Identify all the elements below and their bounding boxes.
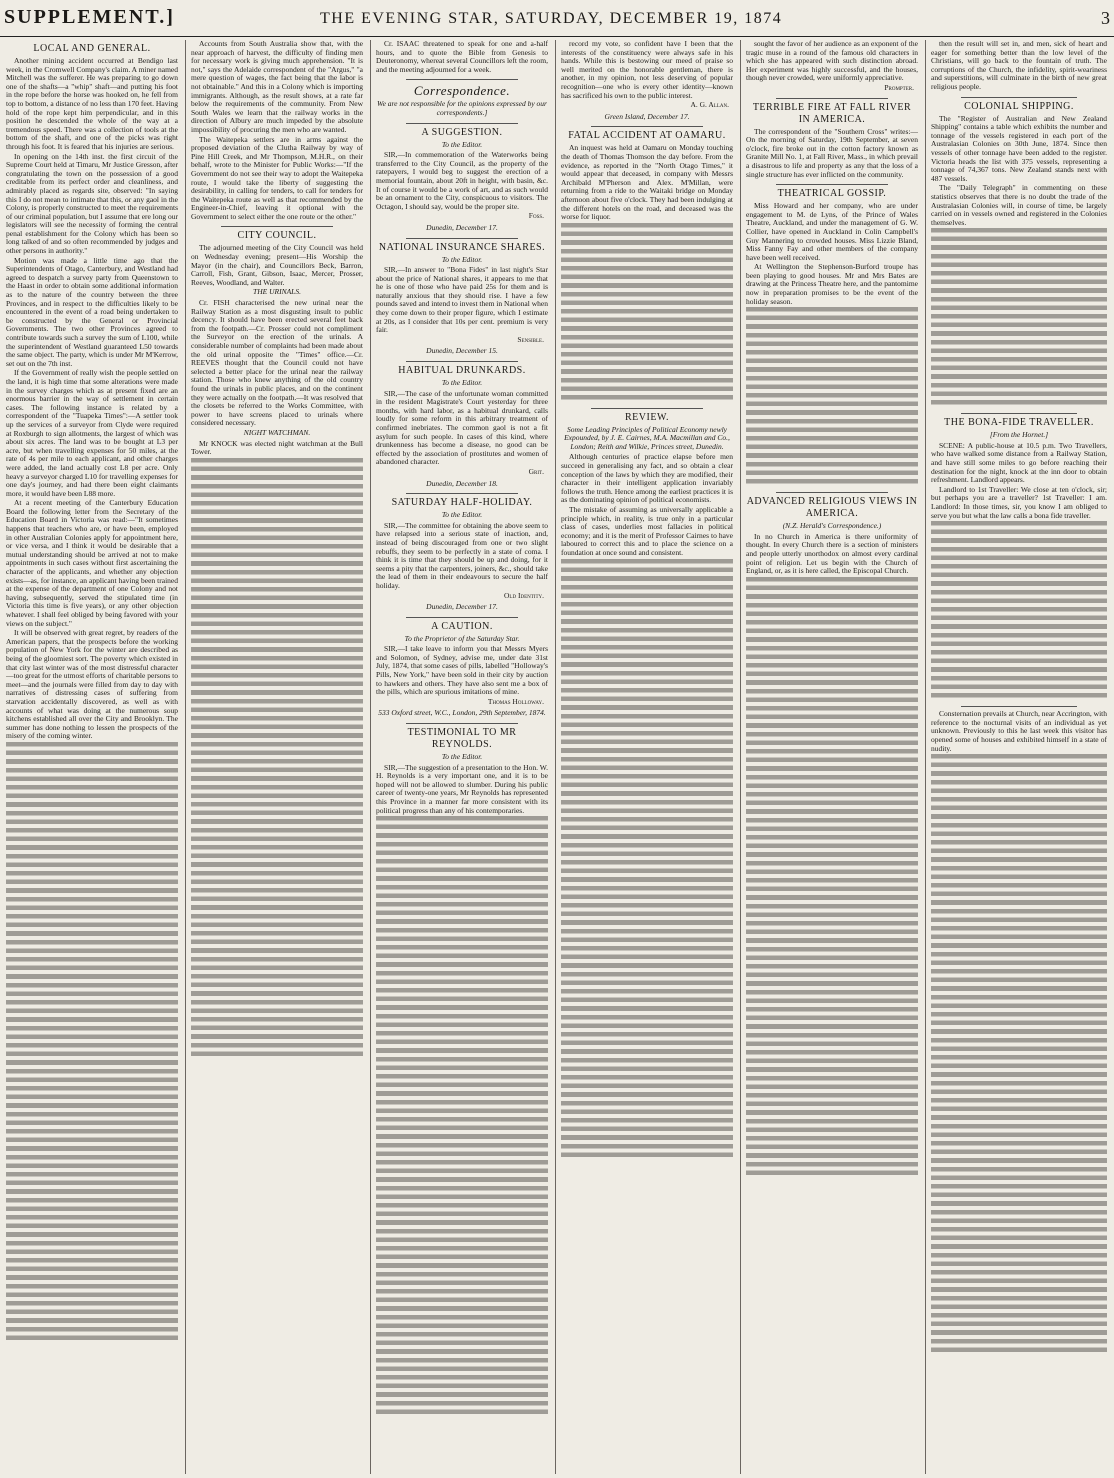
article-heading: CITY COUNCIL. [237, 230, 317, 242]
subheading: THE URINALS. [253, 287, 301, 297]
article-heading: FATAL ACCIDENT AT OAMARU. [568, 130, 726, 142]
article-paragraph: then the result will set in, and men, sick of heart and eager for something better than the low level of the Christians, will go back to the fountain of truth. The corruptions of the Church, the infidelity, spirit-weariness and superstitions, will culminate in the birth of new great religious people. [931, 40, 1107, 91]
newspaper-title: THE EVENING STAR, SATURDAY, DECEMBER 19, 1874 [320, 10, 783, 27]
column-5 [746, 40, 918, 1474]
divider [221, 226, 333, 227]
divider [406, 493, 518, 494]
letter-salutation: To the Editor. [441, 254, 483, 264]
article-heading: TERRIBLE FIRE AT FALL RIVER IN AMERICA. [752, 101, 912, 125]
article-paragraph: SCENE: A public-house at 10.5 p.m. Two Travellers, who have walked some distance from a Railway Station, and have still some miles to go before reaching their destination for the night, knock at the inn door to obtain refreshment. Landlord appears. [931, 440, 1107, 485]
letter-title: A SUGGESTION. [421, 126, 503, 138]
article-paragraph: In opening on the 14th inst. the first circuit of the Supreme Court held at Timaru, Mr Justice Gresson, after congratulating the town on the possession of a good creditable from its perfect order and cleanliness, and admirably placed as regards site, observed: "In saying this I do not mean to intimate that this, or any gaol in the Colony, is properly constructed to meet the requirements of our criminal population, but I assume that ere long our legislators will see the necessity of forming the central penal establishment for the Colony which has been so long talked of and so often recommended by judges and other persons in authority." [6, 151, 178, 256]
article-paragraph: The Waitepeka settlers are in arms against the proposed deviation of the Clutha Railway by way of Pine Hill Creek, and Mr Thompson, M.H.R., on their behalf, wrote to the Minister for Public Works:—"If the Government do not see their way to adopt the Waitepeka route, I would take the liberty of suggesting the desirability, in calling for tenders, to call for tenders for the Waitepeka route as well as that recommended by the Engineer-in-Chief, leaving it optional with the Government to select either the one route or the other." [191, 134, 363, 221]
text-lines [931, 754, 1107, 1354]
article-paragraph: If the Government of really wish the people settled on the land, it is high time that some alterations were made in the survey charges which as at present fixed are an enormous barrier in the way of settlement in certain cases. The following instance is related by a correspondent of the "Tuapeka Times":—A settler took up the services of a surveyor from Clyde were required at Roxburgh to sign allotments, the largest of which was about six acres. The land was to be bought at L3 per acre, but when travelling expenses for 50 miles, at the rate of 4s per mile to each applicant, and other charges were added, the land actually cost L8 per acre. Only heavy a surveyor charged L10 for travelling expenses for one day's journey, and had there been eight claimants more, it would have been L88 more. [6, 368, 178, 498]
article-paragraph: In no Church in America is there uniformity of thought. In every Church there is a section of ministers and people utterly unorthodox on almost every cardinal point of religion. Let us begin with the Church of England, or, as it is here called, the Episcopal Church. [746, 531, 918, 576]
article-paragraph: Cr. ISAAC threatened to speak for one and a-half hours, and to quote the Bible from Genesis to Deuteronomy, whereat several Councillors left the room, and the meeting adjourned for a week. [376, 40, 548, 74]
article-paragraph: Miss Howard and her company, who are under engagement to M. de Lyns, of the Prince of Wales Theatre, Auckland, and under the management of G. W. Collier, have opened in Auckland in Colin Campbell's Guy Mannering to crowded houses. Miss Lizzie Bland, Miss Fanny Fay and other members of the company have been well received. [746, 201, 918, 262]
subheading: (N.Z. Herald's Correspondence.) [782, 521, 882, 531]
subheading: [From the Hornet.] [989, 430, 1049, 440]
divider [406, 361, 518, 362]
article-paragraph: Motion was made a little time ago that the Superintendents of Otago, Canterbury, and Westland had agreed to despatch a survey party from Queenstown to the Haast in order to obtain some additional information as to the nature of the country between the three Provinces, and in respect to the difficulties likely to be encountered in the event of a road being undertaken to be constructed by the General or Provincial Governments. The two other Provinces agreed to contribute towards such a survey the sum of L100, while the superintendent of Westland guaranteed L50 towards the same object. The party, which is under Mr M'Kerrow, set out on the 7th inst. [6, 255, 178, 368]
article-paragraph: Mr KNOCK was elected night watchman at the Bull Tower. [191, 438, 363, 457]
divider [961, 413, 1077, 414]
divider [591, 408, 703, 409]
text-lines [931, 521, 1107, 701]
disclaimer: We are not responsible for the opinions expressed by our correspondents.] [377, 99, 547, 117]
letter-date: Green Island, December 17. [604, 111, 690, 121]
article-paragraph: The correspondent of the "Southern Cross" writes:—On the morning of Saturday, 19th September, at seven o'clock, fire broke out in the cotton factory known as Granite Mill No. 1, at Fall River, Mass., in which prevail a disastrous to life and property as any that the loss of a single structure has ever inflicted on the community. [746, 126, 918, 179]
column-rule [370, 40, 371, 1474]
text-lines [561, 223, 733, 403]
divider [406, 617, 518, 618]
article-heading: ADVANCED RELIGIOUS VIEWS IN AMERICA. [746, 496, 918, 520]
page-number: 3 [1101, 8, 1110, 28]
letter-body: record my vote, so confident have I been that the interests of the constituency were always safe in his hands. While this is bestowing our meed of praise so well merited on the honorable gentleman, there is another, in my opinion, not less deserving of popular recognition—one who is every other identity—known has sacrificed his own to the public interest. [561, 40, 733, 100]
article-paragraph: It will be observed with great regret, by readers of the American papers, that the prospects before the working population of New York for the winter are described as being of the gloomiest sort. The poverty which existed in that city last winter was of the most distressful character—too great for the utmost efforts of charitable persons to meet—and the journals were filled from day to day with narratives of distressing cases of suffering from starvation accidentally discovered, as well as with accounts of what was doing at the numerous soup kitchens established all over the City and Brooklyn. The summer has done nothing to lessen the prospects of the misery of the coming winter. [6, 628, 178, 741]
divider [776, 98, 888, 99]
section-heading: Correspondence. [413, 83, 511, 99]
column-1 [6, 40, 178, 1474]
letter-signature: A. G. Allan. [690, 100, 729, 110]
letter-salutation: To the Editor. [441, 378, 483, 388]
article-paragraph: Although centuries of practice elapse before men succeed in generalising any fact, and so obtain a clear conception of the laws by which they are modified, their character in their intelligent application invariably follows the truth. Hence among the earliest practices it is as the dominating opinion of political economists. [561, 452, 733, 505]
text-lines [746, 307, 918, 487]
divider [406, 123, 518, 124]
article-paragraph: Consternation prevails at Church, near Accrington, with reference to the nocturnal visits of an individual as yet unknown. Previously to this he last week this visitor has opened some of houses and exhibited himself in a state of nudity. [931, 709, 1107, 753]
letter-body: SIR,—In answer to "Bona Fides" in last night's Star about the price of National shares, it appears to me that he is one of those who have paid 25s for them and is naturally anxious that they should rise. I have a few pounds saved and intend to invest them in National when they come down to their proper figure, which I estimate at 20s, as I consider that 10s per cent. premium is very fair. [376, 265, 548, 335]
divider [961, 706, 1077, 707]
article-paragraph: An inquest was held at Oamaru on Monday touching the death of Thomas Thomson the day before. From the evidence, as reported in the "North Otago Times," it would appear that deceased, in company with Messrs Archibald M'Pherson and Alex. M'Millan, were returning from a ride to the Waitaki bridge on Monday afternoon about five o'clock. They had been indulging at the different hotels on the road, and deceased was the worse for liquor. [561, 143, 733, 222]
letter-salutation: To the Editor. [441, 139, 483, 149]
column-6 [931, 40, 1107, 1474]
article-paragraph: The mistake of assuming as universally applicable a principle which, in reality, is true only in a particular class of cases, underlies most fallacies in political economy; and it is the merit of Professor Cairnes to have laboured to correct this and to place the science on a foundation at once sound and consistent. [561, 505, 733, 557]
letter-salutation: To the Editor. [441, 752, 483, 762]
text-lines [6, 742, 178, 1342]
text-lines [376, 816, 548, 1416]
article-paragraph: Landlord to 1st Traveller: We close at ten o'clock, sir; but perhaps you are a traveller? 1st Traveller: I am. Landlord: In those times, sir, you know I am obliged to serve you but what the law calls a bona fide traveller. [931, 484, 1107, 520]
article-heading: REVIEW. [625, 411, 669, 423]
review-subtitle: Some Leading Principles of Political Economy newly Expounded, by J. E. Cairnes, M.A. Macmillan and Co., London; Reith and Wilkie, Princes street, Dunedin. [564, 424, 730, 451]
divider [776, 492, 888, 493]
letter-body: SIR,—I take leave to inform you that Messrs Myers and Solomon, of Sydney, advise me, under date 31st July, 1874, that some cases of pills, labelled "Holloway's Pills, New York," have been sold in their city by auction to hawkers and others. They have also sent me a box of the pills, which are spurious imitations of mine. [376, 644, 548, 697]
letter-salutation: To the Proprietor of the Saturday Star. [404, 633, 520, 643]
letter-date: Dunedin, December 17. [426, 222, 498, 232]
text-lines [561, 559, 733, 1159]
divider [406, 79, 518, 80]
article-paragraph: The adjourned meeting of the City Council was held on Wednesday evening; present—His Worship the Mayor (in the chair), and Councillors Beck, Barron, Carroll, Fish, Grant, Gibson, Isaac, Mercer, Prosser, Reeves, Woodland, and Walter. [191, 243, 363, 287]
text-lines [931, 228, 1107, 408]
article-heading: LOCAL AND GENERAL. [33, 43, 151, 54]
article-paragraph: The "Daily Telegraph" in commenting on these statistics observes that there is no doubt the trade of the Australasian Colonies will, in course of time, be largely carried on in vessels owned and registered in the Colonies themselves. [931, 183, 1107, 227]
subheading: NIGHT WATCHMAN. [243, 427, 311, 437]
divider [591, 126, 703, 127]
column-rule [555, 40, 556, 1474]
column-rule [740, 40, 741, 1474]
masthead [0, 0, 1114, 37]
column-4 [561, 40, 733, 1474]
letter-signature: Old Identity. [504, 590, 544, 600]
byline: Prompter. [884, 82, 914, 92]
column-2 [191, 40, 363, 1474]
column-3 [376, 40, 548, 1474]
article-paragraph: Another mining accident occurred at Bendigo last week, in the Cromwell Company's claim. A miner named Mitchell was the sufferer. He was preparing to go down one of the shafts—a "whip" shaft—and putting his foot in the rope before the horse was hooked on, he fell from top to bottom, a distance of no less than 170 feet. Having hold of the rope kept him perpendicular, and in this position he descended the whole of the way at a tremendous speed. There was a collection of tools at the bottom of the shaft, and one of the picks was right through his foot. It is feared that his injuries are serious. [6, 56, 178, 151]
letter-title: HABITUAL DRUNKARDS. [398, 365, 526, 377]
letter-date: Dunedin, December 17. [426, 602, 498, 612]
letter-body: SIR,—In commemoration of the Waterworks being transferred to the City Council, as the property of the ratepayers, I would beg to suggest the erection of a memorial fountain, about 20ft in height, with basin, &c. It of course it would be a work of art, and as such would be an ornament to the City, conspicuous to visitors. The Octagon, I should say, would be the proper site. [376, 150, 548, 211]
article-heading: THE BONA-FIDE TRAVELLER. [944, 417, 1094, 429]
divider [776, 184, 888, 185]
supplement-label: SUPPLEMENT.] [4, 6, 175, 28]
article-paragraph: At a recent meeting of the Canterbury Education Board the following letter from the Secretary of the Education Board in Victoria was read:—"It sometimes happens that teachers who are, or have been, employed in other Australian Colonies apply for appointment here, or vice versa, and I think it would be desirable that a mutual understanding should be arrived at not to make appointments in such cases without first ascertaining the character of the applicants, and whether any objection exists—as, for instance, an applicant having been trained at the expense of the department of one Colony and not having, subsequently, served the stipulated time (in Victoria this time is five years), or any other objection whatever. I shall feel obliged by being favored with your views on the subject." [6, 498, 178, 628]
letter-signature: Sensible. [517, 334, 544, 344]
text-lines [746, 577, 918, 1177]
text-lines [191, 458, 363, 1058]
letter-salutation: To the Editor. [441, 510, 483, 520]
divider [406, 238, 518, 239]
article-paragraph: sought the favor of her audience as an exponent of the tragic muse in a round of the famous old characters in which she has appeared with such distinction abroad. Her experiment was highly successful, and the houses, though never crowded, were uniformly appreciative. [746, 40, 918, 83]
divider [961, 97, 1077, 98]
letter-body: SIR,—The committee for obtaining the above seem to have relapsed into a serious state of inaction, and, instead of being discouraged from one or two slight rebuffs, they seem to be perfectly in a state of coma. I think it is time that they should be up and doing, for it seems a pity that the carpenters, joiners, &c., should take the lead of them in their endeavours to secure the half holiday. [376, 520, 548, 590]
column-rule [925, 40, 926, 1474]
divider [406, 723, 518, 724]
letter-address: 533 Oxford street, W.C., London, 29th September, 1874. [378, 708, 546, 718]
letter-signature: Thomas Holloway. [487, 696, 544, 706]
letter-date: Dunedin, December 15. [426, 346, 498, 356]
letter-signature: Grit. [528, 466, 544, 476]
letter-signature: Foss. [528, 211, 544, 221]
letter-body: SIR,—The case of the unfortunate woman committed in the resident Magistrate's Court yesterday for three months, with hard labor, as a habitual drunkard, calls loudly for some reform in this arbitrary treatment of confirmed inebriates. The common gaol is not a fit asylum for such people. In cases of this kind, where drunkenness has become a disease, no good can be effected by the association of prostitutes and women of abandoned character. [376, 388, 548, 467]
article-heading: COLONIAL SHIPPING. [964, 100, 1074, 112]
letter-title: A CAUTION. [431, 620, 493, 632]
letter-date: Dunedin, December 18. [426, 478, 498, 488]
article-paragraph: The "Register of Australian and New Zealand Shipping" contains a table which exhibits the number and tonnage of the vessels registered in each port of the Australasian Colonies on 30th June, 1874. Since then vessels of other tonnage have been added to the register. Victoria heads the list with 375 vessels, representing a tonnage of 74,367 tons. New Zealand stands next with 487 vessels. [931, 113, 1107, 183]
article-paragraph: At Wellington the Stephenson-Burford troupe has been playing to good houses. Mr and Mrs Bates are drawing at the Princess Theatre here, and the pantomime now in preparation promises to be the event of the holiday season. [746, 262, 918, 306]
letter-title: SATURDAY HALF-HOLIDAY. [391, 497, 533, 509]
letter-title: TESTIMONIAL TO MR REYNOLDS. [407, 727, 517, 751]
letter-title: NATIONAL INSURANCE SHARES. [378, 241, 546, 253]
article-paragraph: Accounts from South Australia show that, with the near approach of harvest, the difficulty of finding men for necessary work is giving much apprehension. "It is not," says the Adelaide correspondent of the "Argus," "a mere question of wages, the fact being that the labor is not obtainable." And this in a Colony which is importing immigrants. Although, as the result shows, at a rate far below the requirements of the community. From New South Wales we learn that the railway works in the direction of Albury are much impeded by the absolute impossibility of procuring the men who are wanted. [191, 40, 363, 134]
article-paragraph: Cr. FISH characterised the new urinal near the Railway Station as a most disgusting insult to public decency. It should have been erected several feet back from the footpath.—Cr. Prosser could not compliment the Surveyor on the erection of the urinals. A considerable number of complaints had been made about the old urinal opposite the "Times" office.—Cr. REEVES thought that the Council could not have selected a better place for the urinal near the railway station. Those who knew anything of the old country found the urinals in public places, and on the continent they were actually on the footpath.—It was resolved that the closets be referred to the Works Committee, with power to have screens placed to urinals where considered necessary. [191, 298, 363, 428]
column-rule [185, 40, 186, 1474]
article-heading: THEATRICAL GOSSIP. [777, 188, 887, 200]
letter-body: SIR,—The suggestion of a presentation to the Hon. W. H. Reynolds is a very important one, and it is to be hoped will not be allowed to slumber. During his public career of twenty-one years, Mr Reynolds has represented this Province in a manner far more consistent with its political progress than any of his contemporaries. [376, 762, 548, 815]
